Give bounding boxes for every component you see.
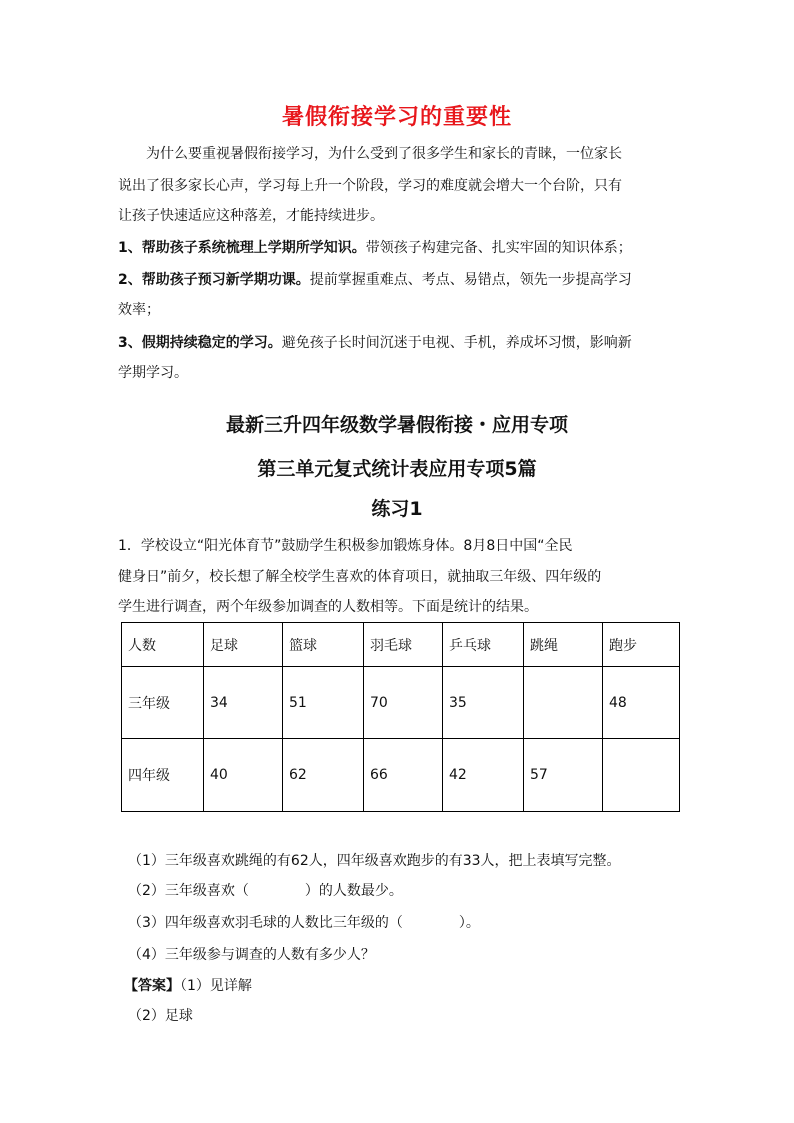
point-2 [118,270,688,290]
question-4: （4）三年级参与调查的人数有多少人？ [128,947,375,963]
header-cell: 乒乓球 [443,623,524,667]
point-3-cont: 学期学习。 [118,365,188,381]
table-cell: 四年级 [122,739,204,812]
problem-line-2: 健身日”前夕，校长想了解全校学生喜欢的体育项日，就抽取三年级、四年级的 [118,569,602,585]
table-cell: 48 [603,667,680,739]
table-cell: 62 [283,739,364,812]
table-cell [524,667,603,739]
table-header-row [122,623,680,667]
header-cell: 跳绳 [524,623,603,667]
unit-heading: 第三单元复式统计表应用专项5篇 [257,458,537,480]
table-cell: 三年级 [122,667,204,739]
intro-line-3: 让孩子快速适应这种落差，才能持续进步。 [118,208,384,224]
point-1 [118,238,688,258]
section-heading: 最新三升四年级数学暑假衔接・应用专项 [225,414,568,436]
table-cell: 34 [204,667,283,739]
question-3: （3）四年级喜欢羽毛球的人数比三年级的（ ）。 [128,915,480,931]
exercise-heading: 练习1 [371,498,423,520]
answer-line-1 [124,975,252,995]
table-cell: 40 [204,739,283,812]
point-3-lead: 3、假期持续稳定的学习。 [118,335,282,351]
table-cell: 70 [364,667,443,739]
point-2-lead: 2、帮助孩子预习新学期功课。 [118,272,310,288]
table-cell [603,739,680,812]
table-cell: 57 [524,739,603,812]
problem-line-3: 学生进行调查，两个年级参加调查的人数相等。下面是统计的结果。 [118,599,538,615]
answer-label: 【答案】 [124,978,180,994]
answer-line-2: （2）足球 [128,1008,193,1024]
point-1-text: 带领孩子构建完备、扎实牢固的知识体系； [365,240,632,256]
header-cell: 人数 [122,623,204,667]
header-cell: 足球 [204,623,283,667]
question-1: （1）三年级喜欢跳绳的有62人，四年级喜欢跑步的有33人，把上表填写完整。 [128,853,621,869]
point-3 [118,333,688,353]
point-3-text: 避免孩子长时间沉迷于电视、手机，养成坏习惯，影响新 [281,335,632,351]
intro-line-2: 说出了很多家长心声，学习每上升一个阶段，学习的难度就会增大一个台阶，只有 [118,178,622,194]
answer-text-1: （1）见详解 [180,978,252,994]
header-cell: 跑步 [603,623,680,667]
problem-line-1: 1．学校设立“阳光体育节”鼓励学生积极参加锻炼身体。8月8日中国“全民 [118,538,573,554]
page-title: 暑假衔接学习的重要性 [281,105,512,130]
table-row [122,739,680,812]
question-2: （2）三年级喜欢（ ）的人数最少。 [128,883,403,899]
header-cell: 篮球 [283,623,364,667]
table-cell: 66 [364,739,443,812]
point-2-cont: 效率； [118,302,160,318]
table-row [122,667,680,739]
table-cell: 51 [283,667,364,739]
header-cell: 羽毛球 [364,623,443,667]
point-1-lead: 1、帮助孩子系统梳理上学期所学知识。 [118,240,366,256]
statistics-table [121,622,680,812]
point-2-text: 提前掌握重难点、考点、易错点，领先一步提高学习 [309,272,632,288]
table-cell: 35 [443,667,524,739]
table-cell: 42 [443,739,524,812]
intro-line-1: 为什么要重视暑假衔接学习，为什么受到了很多学生和家长的青睐，一位家长 [146,146,622,162]
